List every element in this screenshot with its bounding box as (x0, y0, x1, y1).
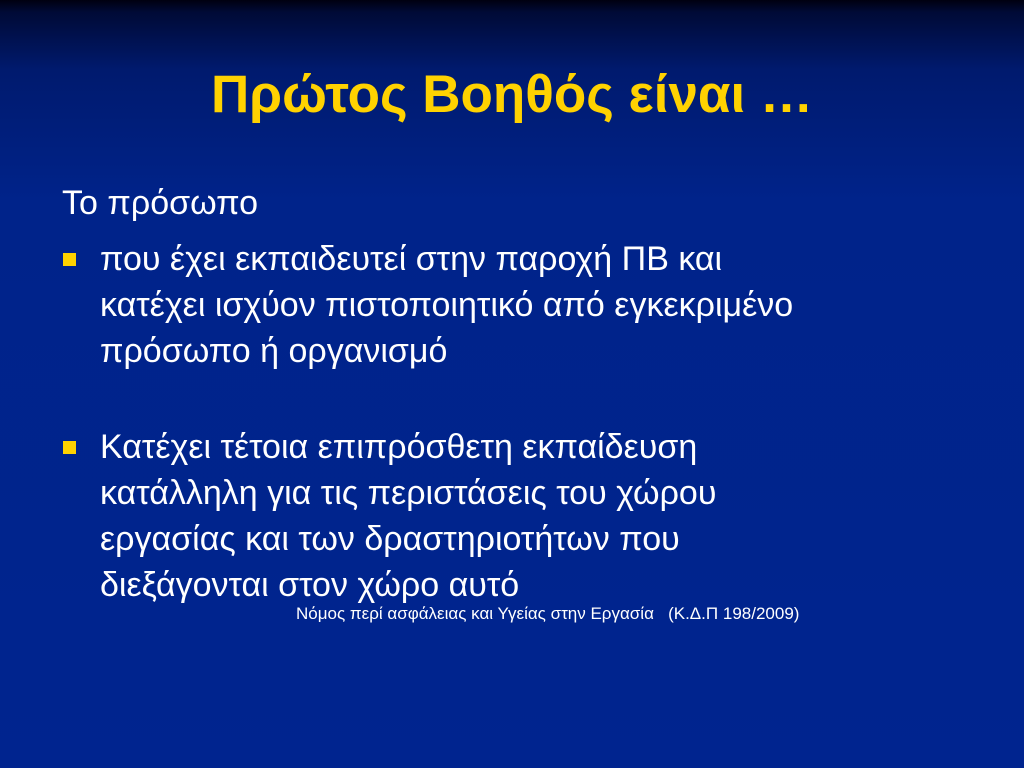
bullet-item (62, 424, 962, 608)
bullet-line: κατέχει ισχύον πιστοποιητικό από εγκεκριμένο (100, 286, 794, 324)
bullet-text (100, 236, 962, 374)
bullet-line: Κατέχει τέτοια επιπρόσθετη εκπαίδευση (100, 428, 698, 466)
intro-text: Το πρόσωπο (62, 184, 259, 222)
bullet-line: πρόσωπο ή οργανισμό (100, 332, 448, 370)
bullet-line: διεξάγονται στον χώρο αυτό (100, 566, 520, 604)
bullet-item (62, 236, 962, 374)
bullet-text (100, 424, 962, 608)
bullet-line: εργασίας και των δραστηριοτήτων που (100, 520, 680, 558)
slide-title: Πρώτος Βοηθός είναι … (211, 65, 813, 124)
square-bullet-icon (63, 253, 76, 266)
bullet-line: κατάλληλη για τις περιστάσεις του χώρου (100, 474, 717, 512)
legal-citation: Νόμος περί ασφάλειας και Υγείας στην Εργασία (Κ.Δ.Π 198/2009) (296, 604, 800, 623)
bullet-line: που έχει εκπαιδευτεί στην παροχή ΠΒ και (100, 240, 723, 278)
square-bullet-icon (63, 441, 76, 454)
